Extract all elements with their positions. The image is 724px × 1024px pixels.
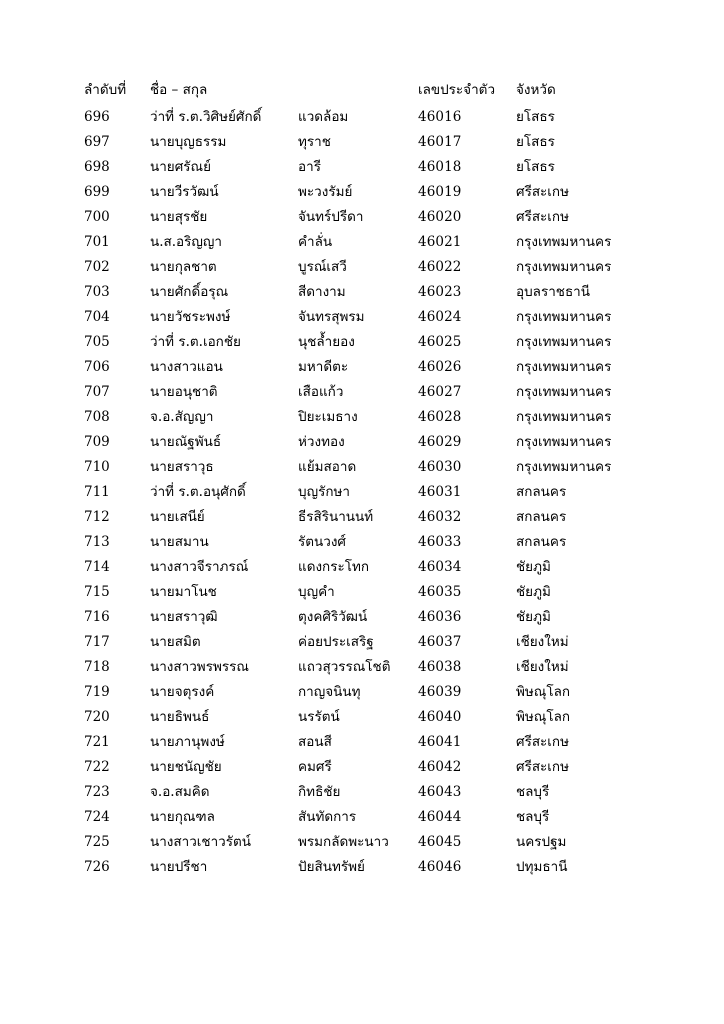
cell-province: สกลนคร <box>516 483 567 500</box>
cell-surname: พะวงรัมย์ <box>298 183 353 200</box>
cell-surname: พรมกลัดพะนาว <box>298 833 389 850</box>
table-header-row <box>84 84 666 111</box>
cell-province: ศรีสะเกษ <box>516 208 569 225</box>
cell-id: 46022 <box>418 258 462 275</box>
cell-name: จ.อ.สมคิด <box>150 783 210 800</box>
cell-province: ศรีสะเกษ <box>516 733 569 750</box>
cell-province: กรุงเทพมหานคร <box>516 258 612 275</box>
cell-number: 706 <box>84 358 110 375</box>
cell-province: ยโสธร <box>516 108 555 125</box>
table-row <box>84 836 666 861</box>
cell-name: นายศักดิ์อรุณ <box>150 283 229 300</box>
cell-surname: ธีรสิรินานนท์ <box>298 508 374 525</box>
cell-name: นายสราวุฒิ <box>150 608 218 625</box>
cell-surname: ห่วงทอง <box>298 433 345 450</box>
cell-province: กรุงเทพมหานคร <box>516 408 612 425</box>
table-row <box>84 861 666 886</box>
cell-name: นายมาโนช <box>150 583 217 600</box>
cell-id: 46021 <box>418 233 462 250</box>
cell-name: นายสราวุธ <box>150 458 214 475</box>
column-header-surname <box>298 84 418 111</box>
cell-id: 46030 <box>418 458 462 475</box>
table-row <box>84 686 666 711</box>
cell-province: พิษณุโลก <box>516 708 571 725</box>
cell-name: จ.อ.สัญญา <box>150 408 214 425</box>
cell-id: 46032 <box>418 508 462 525</box>
table-row <box>84 586 666 611</box>
cell-number: 718 <box>84 658 110 675</box>
cell-number: 714 <box>84 558 110 575</box>
cell-province: ศรีสะเกษ <box>516 758 569 775</box>
table-row <box>84 186 666 211</box>
cell-number: 700 <box>84 208 110 225</box>
table-row <box>84 811 666 836</box>
column-header-province: จังหวัด <box>516 82 556 98</box>
cell-surname: จันทรสุพรม <box>298 308 365 325</box>
cell-id: 46028 <box>418 408 462 425</box>
table-row <box>84 361 666 386</box>
table-row <box>84 736 666 761</box>
cell-surname: สอนสี <box>298 733 332 750</box>
cell-name: นายสุรชัย <box>150 208 208 225</box>
cell-name: นางสาวเชาวรัตน์ <box>150 833 251 850</box>
cell-province: ยโสธร <box>516 133 555 150</box>
cell-name: นายธิพนธ์ <box>150 708 210 725</box>
table-row <box>84 786 666 811</box>
cell-name: นายวีรวัฒน์ <box>150 183 219 200</box>
cell-number: 725 <box>84 833 110 850</box>
cell-surname: แดงกระโทก <box>298 558 370 575</box>
cell-number: 721 <box>84 733 110 750</box>
cell-province: กรุงเทพมหานคร <box>516 458 612 475</box>
table-row <box>84 486 666 511</box>
cell-name: นายอนุชาติ <box>150 383 218 400</box>
column-header-number: ลำดับที่ <box>84 82 127 98</box>
cell-name: นายบุญธรรม <box>150 133 227 150</box>
cell-id: 46039 <box>418 683 462 700</box>
table-row <box>84 236 666 261</box>
cell-surname: ทุราช <box>298 133 331 150</box>
cell-number: 710 <box>84 458 110 475</box>
cell-surname: บุญคำ <box>298 583 335 600</box>
cell-surname: สันทัดการ <box>298 808 357 825</box>
table-row <box>84 511 666 536</box>
cell-number: 702 <box>84 258 110 275</box>
cell-surname: ค่อยประเสริฐ <box>298 633 374 650</box>
table-row <box>84 461 666 486</box>
cell-province: ยโสธร <box>516 158 555 175</box>
cell-surname: มหาดีตะ <box>298 358 349 375</box>
cell-id: 46034 <box>418 558 462 575</box>
cell-province: อุบลราชธานี <box>516 283 590 300</box>
cell-number: 698 <box>84 158 110 175</box>
cell-id: 46041 <box>418 733 462 750</box>
cell-number: 696 <box>84 108 110 125</box>
cell-name: น.ส.อริญญา <box>150 233 222 250</box>
cell-name: นายกุณฑล <box>150 808 215 825</box>
cell-surname: กาญจนินทุ <box>298 683 361 700</box>
column-header-name: ชื่อ – สกุล <box>150 82 208 98</box>
cell-id: 46042 <box>418 758 462 775</box>
cell-province: กรุงเทพมหานคร <box>516 433 612 450</box>
cell-name: นายศรัณย์ <box>150 158 211 175</box>
table-row <box>84 261 666 286</box>
cell-id: 46023 <box>418 283 462 300</box>
cell-name: นายณัฐพันธ์ <box>150 433 222 450</box>
table-row <box>84 336 666 361</box>
cell-name: นางสาวจีราภรณ์ <box>150 558 249 575</box>
cell-province: กรุงเทพมหานคร <box>516 308 612 325</box>
cell-name: ว่าที่ ร.ต.อนุศักดิ์ <box>150 483 246 500</box>
cell-surname: ตุงคศิริวัฒน์ <box>298 608 368 625</box>
cell-number: 705 <box>84 333 110 350</box>
table-row <box>84 536 666 561</box>
table-row <box>84 636 666 661</box>
table-row <box>84 136 666 161</box>
cell-number: 711 <box>84 483 110 500</box>
cell-id: 46040 <box>418 708 462 725</box>
cell-surname: คำลั่น <box>298 233 333 250</box>
cell-province: กรุงเทพมหานคร <box>516 383 612 400</box>
cell-surname: คมศรี <box>298 758 332 775</box>
cell-number: 703 <box>84 283 110 300</box>
cell-surname: นรรัตน์ <box>298 708 340 725</box>
cell-id: 46024 <box>418 308 462 325</box>
cell-surname: จันทร์ปรีดา <box>298 208 364 225</box>
table-body <box>84 108 666 886</box>
cell-id: 46025 <box>418 333 462 350</box>
cell-province: ชัยภูมิ <box>516 558 551 575</box>
cell-number: 704 <box>84 308 110 325</box>
cell-surname: เสือแก้ว <box>298 383 344 400</box>
cell-number: 723 <box>84 783 110 800</box>
cell-surname: รัตนวงศ์ <box>298 533 346 550</box>
cell-province: กรุงเทพมหานคร <box>516 233 612 250</box>
table-row <box>84 286 666 311</box>
table-row <box>84 711 666 736</box>
cell-number: 719 <box>84 683 110 700</box>
cell-name: นายวัชระพงษ์ <box>150 308 231 325</box>
cell-number: 726 <box>84 858 110 875</box>
cell-number: 712 <box>84 508 110 525</box>
table-row <box>84 436 666 461</box>
cell-province: เชียงใหม่ <box>516 633 569 650</box>
cell-surname: บุญรักษา <box>298 483 350 500</box>
cell-surname: อารี <box>298 158 321 175</box>
cell-surname: แถวสุวรรณโชติ <box>298 658 391 675</box>
cell-province: ศรีสะเกษ <box>516 183 569 200</box>
cell-province: เชียงใหม่ <box>516 658 569 675</box>
cell-name: นายสมาน <box>150 533 209 550</box>
roster-table <box>84 84 666 886</box>
cell-name: ว่าที่ ร.ต.วิศิษย์ศักดิ์ <box>150 108 262 125</box>
table-row <box>84 611 666 636</box>
cell-id: 46045 <box>418 833 462 850</box>
cell-surname: กิทธิชัย <box>298 783 341 800</box>
cell-number: 715 <box>84 583 110 600</box>
column-header-id: เลขประจำตัว <box>418 82 496 98</box>
table-row <box>84 311 666 336</box>
cell-name: นางสาวแอน <box>150 358 223 375</box>
cell-name: นายจตุรงค์ <box>150 683 215 700</box>
cell-number: 724 <box>84 808 110 825</box>
cell-province: ชลบุรี <box>516 783 550 800</box>
cell-number: 699 <box>84 183 110 200</box>
cell-province: พิษณุโลก <box>516 683 571 700</box>
cell-id: 46038 <box>418 658 462 675</box>
cell-id: 46044 <box>418 808 462 825</box>
cell-id: 46036 <box>418 608 462 625</box>
cell-number: 717 <box>84 633 110 650</box>
cell-province: สกลนคร <box>516 533 567 550</box>
table-row <box>84 386 666 411</box>
cell-surname: นุชล้ำยอง <box>298 333 355 350</box>
cell-name: นายกุลชาต <box>150 258 217 275</box>
cell-province: นครปฐม <box>516 833 567 850</box>
cell-id: 46033 <box>418 533 462 550</box>
table-row <box>84 411 666 436</box>
cell-name: นายสมิต <box>150 633 201 650</box>
cell-province: ปทุมธานี <box>516 858 568 875</box>
table-row <box>84 111 666 136</box>
cell-id: 46037 <box>418 633 462 650</box>
table-row <box>84 661 666 686</box>
cell-province: ชลบุรี <box>516 808 550 825</box>
cell-id: 46031 <box>418 483 462 500</box>
cell-surname: ปิยะเมธาง <box>298 408 358 425</box>
cell-id: 46029 <box>418 433 462 450</box>
cell-number: 701 <box>84 233 110 250</box>
cell-id: 46026 <box>418 358 462 375</box>
cell-id: 46043 <box>418 783 462 800</box>
cell-surname: สีดางาม <box>298 283 346 300</box>
cell-number: 697 <box>84 133 110 150</box>
cell-number: 722 <box>84 758 110 775</box>
cell-name: นายเสนีย์ <box>150 508 205 525</box>
cell-surname: บูรณ์เสวี <box>298 258 347 275</box>
cell-id: 46046 <box>418 858 462 875</box>
cell-name: นายภานุพงษ์ <box>150 733 225 750</box>
cell-name: ว่าที่ ร.ต.เอกชัย <box>150 333 241 350</box>
cell-id: 46018 <box>418 158 462 175</box>
cell-name: นางสาวพรพรรณ <box>150 658 249 675</box>
cell-province: กรุงเทพมหานคร <box>516 358 612 375</box>
cell-province: กรุงเทพมหานคร <box>516 333 612 350</box>
cell-id: 46019 <box>418 183 462 200</box>
cell-number: 716 <box>84 608 110 625</box>
cell-number: 707 <box>84 383 110 400</box>
table-row <box>84 561 666 586</box>
cell-number: 713 <box>84 533 110 550</box>
cell-province: สกลนคร <box>516 508 567 525</box>
cell-id: 46020 <box>418 208 462 225</box>
table-row <box>84 161 666 186</box>
cell-surname: แย้มสอาด <box>298 458 357 475</box>
cell-id: 46016 <box>418 108 462 125</box>
cell-surname: แวดล้อม <box>298 108 349 125</box>
cell-name: นายปรีชา <box>150 858 208 875</box>
cell-number: 709 <box>84 433 110 450</box>
cell-surname: ปัยสินทรัพย์ <box>298 858 365 875</box>
cell-id: 46027 <box>418 383 462 400</box>
cell-id: 46035 <box>418 583 462 600</box>
table-header <box>84 84 666 111</box>
cell-id: 46017 <box>418 133 462 150</box>
table-row <box>84 211 666 236</box>
cell-province: ชัยภูมิ <box>516 583 551 600</box>
cell-province: ชัยภูมิ <box>516 608 551 625</box>
cell-number: 708 <box>84 408 110 425</box>
cell-name: นายชนัญชัย <box>150 758 222 775</box>
table-row <box>84 761 666 786</box>
cell-number: 720 <box>84 708 110 725</box>
